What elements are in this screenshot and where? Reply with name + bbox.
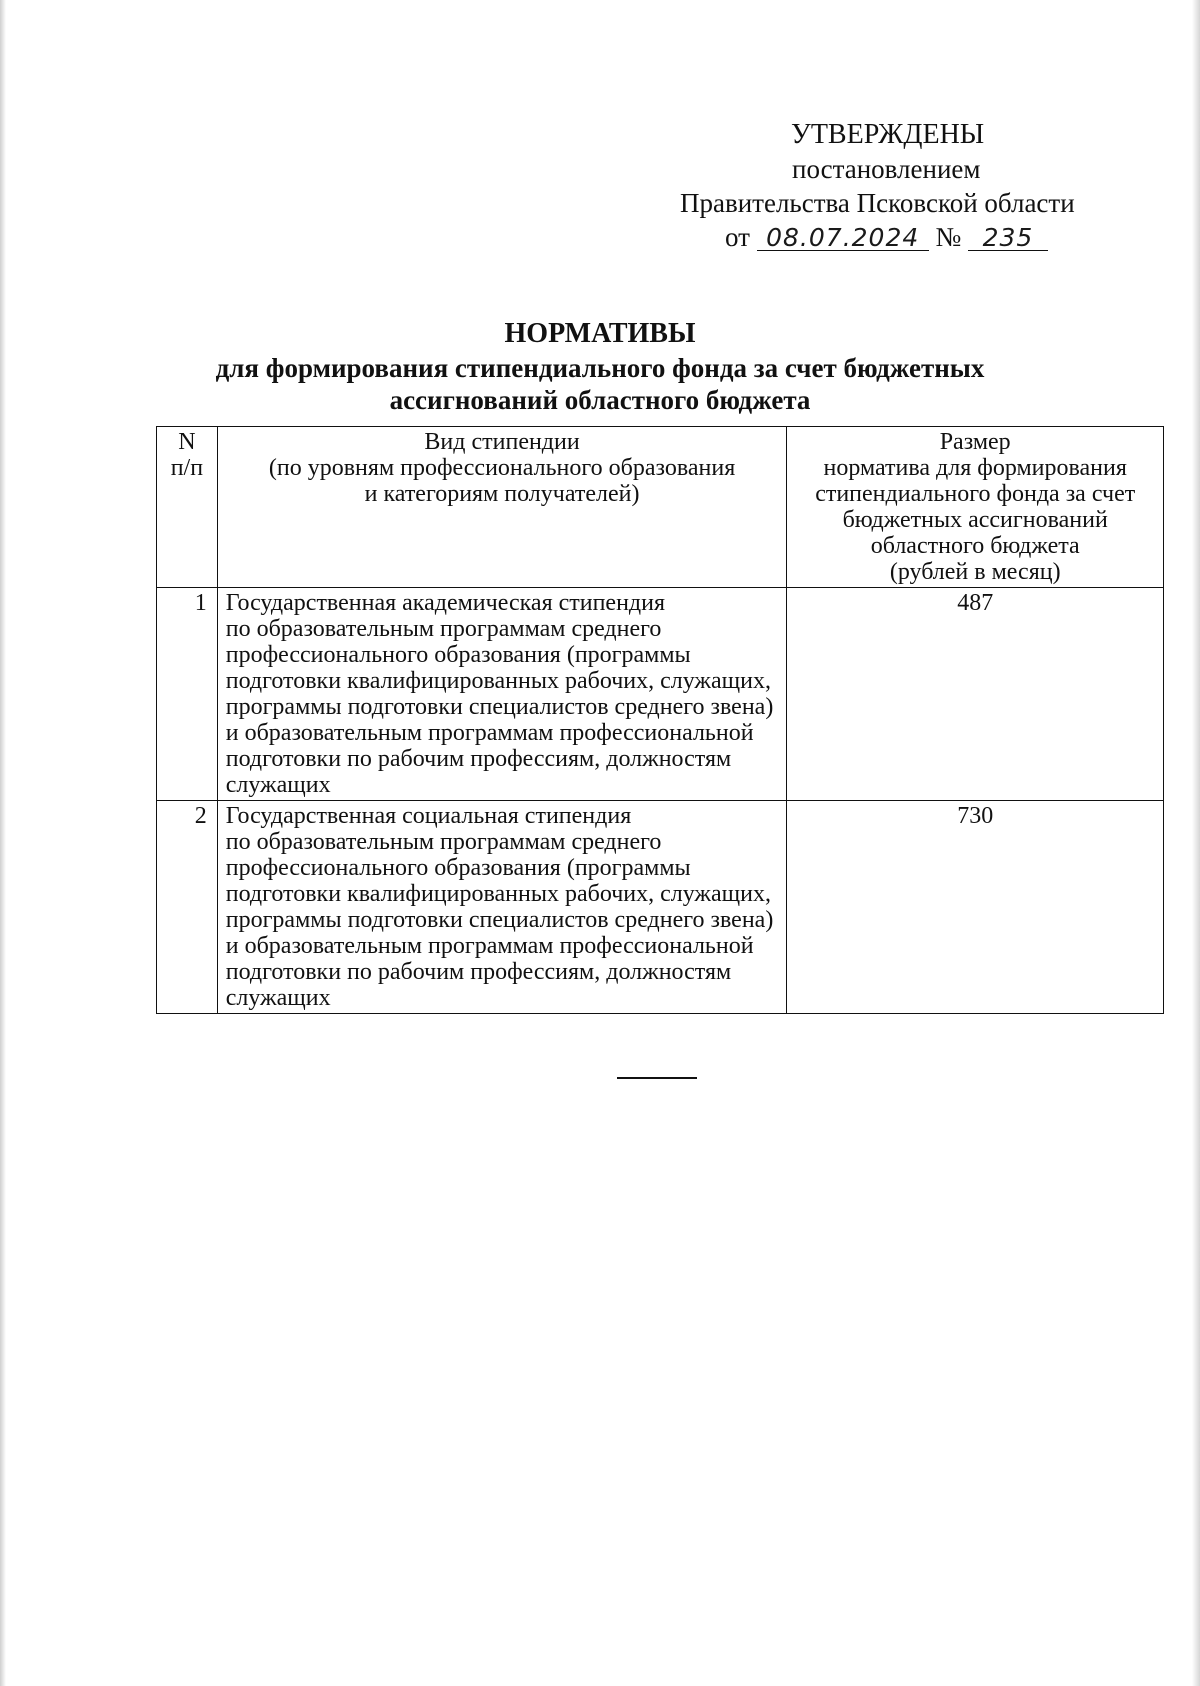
- scan-edge-right: [1192, 0, 1200, 1686]
- document-subtitle-line1: для формирования стипендиального фонда за счет бюджетных: [215, 353, 985, 383]
- row-type: [217, 801, 787, 1014]
- row-type-line: программы подготовки специалистов среднего звена): [225, 907, 774, 933]
- approval-date-field: [757, 220, 929, 251]
- approval-number-field: [968, 220, 1048, 251]
- row-type-line: служащих: [225, 772, 331, 798]
- row-size: 730: [787, 801, 1164, 1014]
- approval-from-label: от: [725, 222, 750, 252]
- row-type-line: профессионального образования (программы: [225, 855, 691, 881]
- header-type-line3: и категориям получателей): [364, 481, 640, 507]
- row-size: 487: [787, 588, 1164, 801]
- approval-date-handwritten: 08.07.2024: [766, 223, 920, 252]
- row-type-line: Государственная академическая стипендия: [225, 590, 666, 616]
- row-type-line: профессионального образования (программы: [225, 642, 691, 668]
- row-type-line: и образовательным программам профессиональной: [225, 720, 754, 746]
- row-type-line: подготовки по рабочим профессиям, должностям: [225, 959, 732, 985]
- header-size-line2: норматива для формирования: [823, 455, 1127, 481]
- document-subtitle: [150, 352, 1050, 416]
- approval-number-handwritten: 235: [982, 223, 1034, 252]
- row-type-line: по образовательным программам среднего: [225, 829, 662, 855]
- table-row: [157, 801, 1164, 1014]
- row-type-line: программы подготовки специалистов среднего звена): [225, 694, 774, 720]
- table-header-row: [157, 427, 1164, 588]
- row-num: 2: [157, 801, 218, 1014]
- row-type-line: Государственная социальная стипендия: [225, 803, 632, 829]
- row-type-line: подготовки квалифицированных рабочих, служащих,: [225, 881, 771, 907]
- approval-number-label: №: [935, 222, 962, 252]
- header-size-line5: областного бюджета: [870, 533, 1080, 559]
- approval-title: УТВЕРЖДЕНЫ: [791, 119, 985, 150]
- row-type: [217, 588, 787, 801]
- end-divider: [617, 1077, 697, 1079]
- document-title: НОРМАТИВЫ: [504, 318, 696, 349]
- header-size-line3: стипендиального фонда за счет: [815, 481, 1136, 507]
- scan-edge-left: [0, 0, 6, 1686]
- header-num-line1: N: [178, 429, 196, 455]
- document-subtitle-line2: ассигнований областного бюджета: [389, 385, 811, 415]
- header-num: [157, 427, 218, 588]
- header-size-line6: (рублей в месяц): [889, 559, 1061, 585]
- row-type-line: и образовательным программам профессиональной: [225, 933, 754, 959]
- header-type-line1: Вид стипендии: [424, 429, 580, 455]
- header-size: [787, 427, 1164, 588]
- row-type-line: по образовательным программам среднего: [225, 616, 662, 642]
- header-size-line4: бюджетных ассигнований: [842, 507, 1108, 533]
- approval-line-government: Правительства Псковской области: [680, 188, 1075, 218]
- table-row: [157, 588, 1164, 801]
- header-num-line2: п/п: [170, 455, 204, 481]
- approval-date-number-line: [725, 220, 1048, 254]
- norms-table: [156, 426, 1164, 1014]
- header-type: [217, 427, 787, 588]
- header-type-line2: (по уровням профессионального образования: [268, 455, 736, 481]
- row-num: 1: [157, 588, 218, 801]
- approval-line-decree: постановлением: [792, 154, 981, 184]
- row-type-line: служащих: [225, 985, 331, 1011]
- row-type-line: подготовки по рабочим профессиям, должностям: [225, 746, 732, 772]
- header-size-line1: Размер: [939, 429, 1011, 455]
- row-type-line: подготовки квалифицированных рабочих, служащих,: [225, 668, 771, 694]
